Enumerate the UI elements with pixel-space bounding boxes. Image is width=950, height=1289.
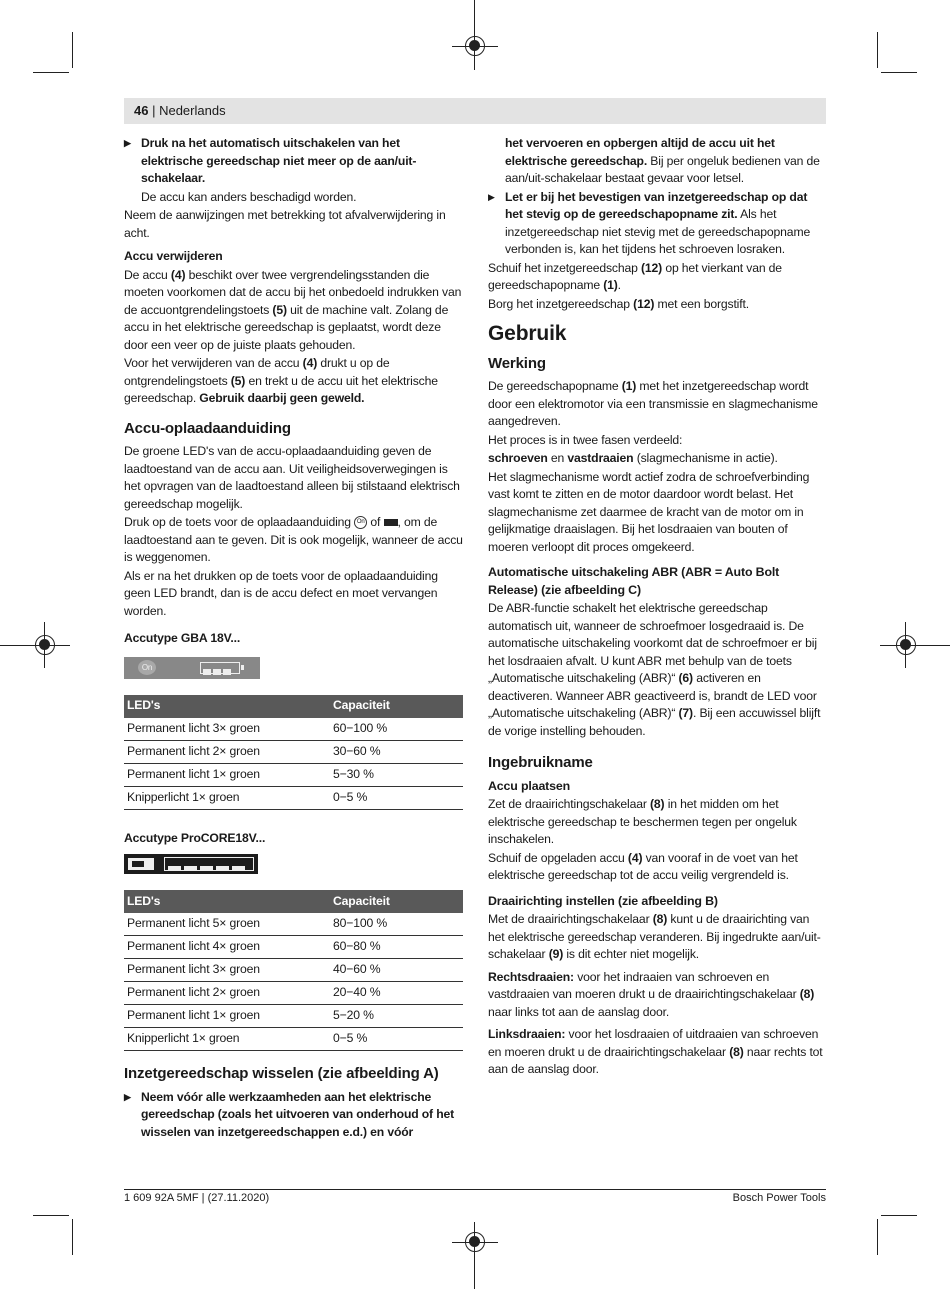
table-row: Knipperlicht 1× groen 0−5 % bbox=[124, 786, 463, 809]
table-header: Capaciteit bbox=[330, 695, 463, 718]
paragraph: Het slagmechanisme wordt actief zodra de schroefverbinding vast komt te zitten en de motor daardoor wordt belast. Het slagmechanisme zet daarmee de kracht van de motor om in gelijkmatige draaislagen. Bij het losdraaien van bouten of moeren verloopt dit proces omgekeerd. bbox=[488, 469, 810, 554]
paragraph: schroeven en vastdraaien (slagmechanisme in actie). bbox=[488, 451, 778, 465]
paragraph: De accu kan anders beschadigd worden. bbox=[141, 189, 357, 204]
paragraph: Als er na het drukken op de toets voor de oplaadaanduiding geen LED brandt, dan is de accu defect en moet vervangen worden. bbox=[124, 568, 438, 618]
heading-accutype-procore: Accutype ProCORE18V... bbox=[124, 830, 266, 845]
crop-mark bbox=[72, 1219, 73, 1255]
battery-icon bbox=[384, 519, 398, 526]
page-number: 46 bbox=[134, 103, 149, 118]
table-row: Permanent licht 1× groen 5−20 % bbox=[124, 1005, 463, 1028]
paragraph: Met de draairichtingschakelaar (8) kunt u de draairichting van het elektrische gereedschap veranderen. Bij ingedrukte aan/uit-schakelaar (9) is dit echter niet mogelijk. bbox=[488, 912, 821, 961]
crop-mark bbox=[877, 1219, 878, 1255]
footer-divider bbox=[124, 1189, 826, 1190]
registration-mark-icon bbox=[465, 36, 485, 56]
table-row: Permanent licht 3× groen 60−100 % bbox=[124, 718, 463, 741]
paragraph: Het proces is in twee fasen verdeeld: bbox=[488, 432, 683, 447]
paragraph: het vervoeren en opbergen altijd de accu uit het elektrische gereedschap. Bij per ongeluk bedienen van de aan/uit-schakelaar bestaat gevaar voor letsel. bbox=[505, 136, 820, 185]
section-name: Nederlands bbox=[159, 103, 226, 118]
table-row: Permanent licht 4× groen 60−80 % bbox=[124, 936, 463, 959]
registration-mark-icon bbox=[896, 635, 916, 655]
heading-inzetgereedschap-wisselen: Inzetgereedschap wisselen (zie afbeelding A) bbox=[124, 1065, 439, 1082]
paragraph: Druk op de toets voor de oplaadaanduiding On of , om de laadtoestand aan te geven. Dit is ook mogelijk, wanneer de accu is weggenomen. bbox=[124, 515, 463, 564]
table-header: Capaciteit bbox=[330, 890, 463, 913]
paragraph: Neem de aanwijzingen met betrekking tot afvalverwijdering in acht. bbox=[124, 208, 446, 240]
table-row: Knipperlicht 1× groen 0−5 % bbox=[124, 1028, 463, 1051]
on-button-icon: On bbox=[138, 660, 156, 675]
paragraph: Linksdraaien: voor het losdraaien of uitdraaien van schroeven en moeren drukt u de draairichtingschakelaar (8) naar rechts tot aan de aanslag door. bbox=[488, 1027, 823, 1076]
crop-mark bbox=[881, 1215, 917, 1216]
paragraph: Schuif het inzetgereedschap (12) op het vierkant van de gereedschapopname (1). bbox=[488, 260, 782, 292]
warning-bullet: ▶ Let er bij het bevestigen van inzetgereedschap op dat het stevig op de gereedschapopname zit. Als het inzetgereedschap niet stevig met de gereedschapopname verbonden is, kan het tijdens het schroeven losraken. bbox=[488, 189, 827, 259]
heading-gebruik: Gebruik bbox=[488, 322, 567, 345]
heading-accu-verwijderen: Accu verwijderen bbox=[124, 249, 223, 263]
left-column bbox=[124, 135, 463, 1142]
on-button-icon: On bbox=[354, 516, 367, 529]
heading-abr: Automatische uitschakeling ABR (ABR = Auto Bolt Release) (zie afbeelding C) bbox=[488, 565, 780, 597]
heading-accu-oplaadaanduiding: Accu-oplaadaanduiding bbox=[124, 419, 291, 437]
battery-leds-icon bbox=[164, 857, 254, 871]
gba-charge-indicator bbox=[124, 657, 260, 679]
footer-doc-number: 1 609 92A 5MF | (27.11.2020) bbox=[124, 1192, 270, 1204]
crop-mark bbox=[33, 72, 69, 73]
table-row: Permanent licht 2× groen 20−40 % bbox=[124, 982, 463, 1005]
battery-icon bbox=[128, 858, 154, 870]
table-header: LED's bbox=[124, 890, 330, 913]
page-header-text: 46 | Nederlands bbox=[134, 103, 226, 118]
crop-mark bbox=[72, 32, 73, 68]
table-row: Permanent licht 1× groen 5−30 % bbox=[124, 763, 463, 786]
registration-mark-icon bbox=[35, 635, 55, 655]
right-column bbox=[488, 135, 827, 1080]
battery-leds-icon bbox=[200, 662, 240, 674]
heading-accutype-gba: Accutype GBA 18V... bbox=[124, 631, 241, 645]
registration-line bbox=[474, 0, 475, 70]
footer-brand: Bosch Power Tools bbox=[732, 1192, 826, 1204]
heading-accu-plaatsen: Accu plaatsen bbox=[488, 778, 571, 793]
crop-mark bbox=[33, 1215, 69, 1216]
heading-ingebruikname: Ingebruikname bbox=[488, 754, 593, 771]
table-row: Permanent licht 2× groen 30−60 % bbox=[124, 740, 463, 763]
paragraph: De ABR-functie schakelt het elektrische gereedschap automatisch uit, wanneer de schroefmoer losgedraaid is. De automatische uitschakeling voorkomt dat de schroefmoer er bij het losdraaien afvalt. U kunt ABR met behulp van de toets „Automatische uitschakeling (ABR)“ (6) activeren en deactiveren. Wanneer ABR geactiveerd is, brandt de LED voor „Automatische uitschakeling (ABR)“ (7). Bij een accuwissel blijft de vorige instelling behouden. bbox=[488, 601, 821, 738]
warning-bullet: ▶ Druk na het automatisch uitschakelen van het elektrische gereedschap niet meer op de aan/uit-schakelaar. bbox=[124, 135, 463, 188]
crop-mark bbox=[877, 32, 878, 68]
procore-charge-indicator bbox=[124, 854, 258, 874]
paragraph: Borg het inzetgereedschap (12) met een borgstift. bbox=[488, 296, 749, 311]
table-row: Permanent licht 3× groen 40−60 % bbox=[124, 959, 463, 982]
paragraph: De gereedschapopname (1) met het inzetgereedschap wordt door een elektromotor via een transmissie en slagmechanisme aangedreven. bbox=[488, 379, 818, 428]
registration-mark-icon bbox=[465, 1232, 485, 1252]
paragraph: Voor het verwijderen van de accu (4) drukt u op de ontgrendelingstoets (5) en trekt u de accu uit het elektrische gereedschap. Gebruik daarbij geen geweld. bbox=[124, 356, 438, 405]
paragraph: Schuif de opgeladen accu (4) van vooraf in de voet van het elektrische gereedschap tot de accu veilig vergrendeld is. bbox=[488, 850, 798, 882]
led-table-procore bbox=[124, 890, 463, 1051]
table-row: Permanent licht 5× groen 80−100 % bbox=[124, 913, 463, 936]
heading-draairichting: Draairichting instellen (zie afbeelding B) bbox=[488, 893, 718, 908]
paragraph: De accu (4) beschikt over twee vergrendelingsstanden die moeten voorkomen dat de accu bij het onbedoeld indrukken van de accuontgrendelingstoets (5) uit de machine valt. Zolang de accu in het elektrische gereedschap is geplaatst, wordt deze door een veer op de juiste plaats gehouden. bbox=[124, 267, 462, 352]
paragraph: Rechtsdraaien: voor het indraaien van schroeven en vastdraaien van moeren drukt u de draairichtingschakelaar (8) naar links tot aan de aanslag door. bbox=[488, 969, 815, 1019]
warning-bullet: ▶ Neem vóór alle werkzaamheden aan het elektrische gereedschap (zoals het uitvoeren van onderhoud of het wisselen van inzetgereedschappen e.d.) en vóór bbox=[124, 1089, 463, 1142]
led-table-gba bbox=[124, 695, 463, 810]
heading-werking: Werking bbox=[488, 354, 546, 372]
page-header bbox=[124, 98, 826, 124]
table-header: LED's bbox=[124, 695, 330, 718]
paragraph: De groene LED's van de accu-oplaadaanduiding geven de laadtoestand van de accu aan. Uit veiligheidsoverwegingen is het opvragen van de laadtoestand alleen bij stilstaand elektrisch gereedschap mogelijk. bbox=[124, 444, 460, 511]
crop-mark bbox=[881, 72, 917, 73]
paragraph: Zet de draairichtingschakelaar (8) in het midden om het elektrische gereedschap te beschermen tegen per ongeluk inschakelen. bbox=[488, 797, 797, 846]
